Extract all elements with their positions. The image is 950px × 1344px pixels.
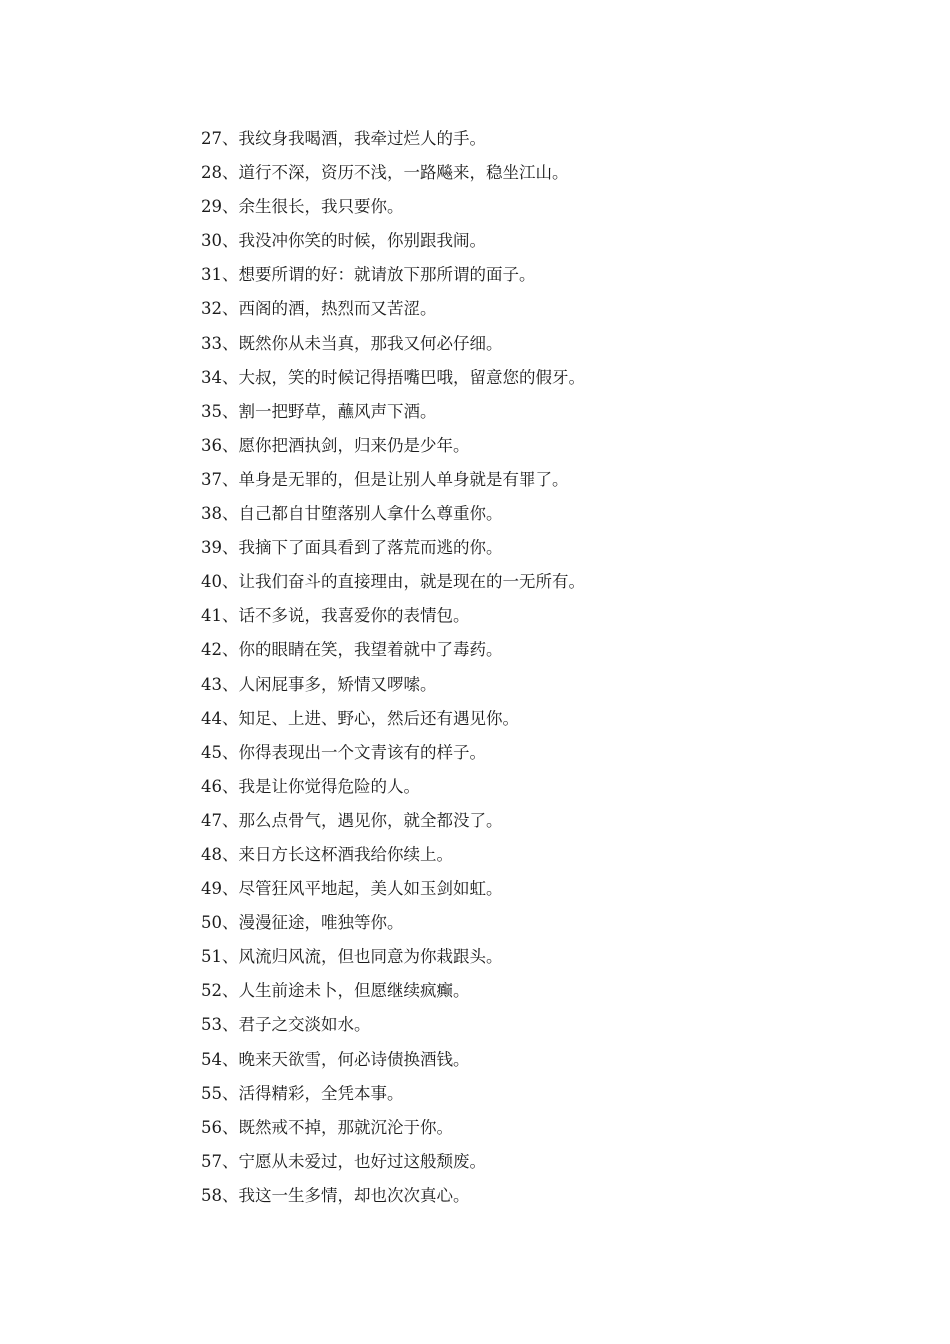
quote-line-58: 58、我这一生多情，却也次次真心。	[201, 1185, 470, 1205]
quote-line-28: 28、道行不深，资历不浅，一路飚来，稳坐江山。	[201, 163, 569, 183]
quote-line-27: 27、我纹身我喝酒，我牵过烂人的手。	[201, 129, 486, 148]
quote-line-41: 41、话不多说，我喜爱你的表情包。	[201, 606, 470, 626]
quote-line-31: 31、想要所谓的好：就请放下那所谓的面子。	[201, 265, 536, 285]
quote-line-36: 36、愿你把酒执剑，归来仍是少年。	[201, 435, 470, 455]
quote-line-44: 44、知足、上进、野心，然后还有遇见你。	[201, 708, 519, 728]
quote-line-40: 40、让我们奋斗的直接理由，就是现在的一无所有。	[201, 572, 585, 592]
quote-line-30: 30、我没冲你笑的时候，你别跟我闹。	[201, 231, 486, 251]
quote-list	[201, 122, 585, 1213]
quote-line-54: 54、晚来天欲雪，何必诗债换酒钱。	[201, 1049, 470, 1069]
quote-line-35: 35、割一把野草，蘸风声下酒。	[201, 401, 437, 421]
quote-line-53: 53、君子之交淡如水。	[201, 1015, 371, 1035]
quote-line-43: 43、人闲屁事多，矫情又啰嗦。	[201, 674, 437, 694]
quote-line-45: 45、你得表现出一个文青该有的样子。	[201, 742, 486, 762]
quote-line-29: 29、余生很长，我只要你。	[201, 197, 404, 217]
quote-line-37: 37、单身是无罪的，但是让别人单身就是有罪了。	[201, 469, 569, 489]
quote-line-32: 32、西阁的酒，热烈而又苦涩。	[201, 299, 437, 319]
quote-line-34: 34、大叔，笑的时候记得捂嘴巴哦，留意您的假牙。	[201, 367, 585, 387]
quote-line-38: 38、自己都自甘堕落别人拿什么尊重你。	[201, 504, 503, 524]
quote-line-49: 49、尽管狂风平地起，美人如玉剑如虹。	[201, 879, 503, 899]
quote-line-50: 50、漫漫征途，唯独等你。	[201, 913, 404, 933]
quote-line-51: 51、风流归风流，但也同意为你栽跟头。	[201, 947, 503, 967]
quote-line-55: 55、活得精彩，全凭本事。	[201, 1083, 404, 1103]
quote-line-42: 42、你的眼睛在笑，我望着就中了毒药。	[201, 640, 503, 660]
quote-line-46: 46、我是让你觉得危险的人。	[201, 776, 420, 796]
quote-line-33: 33、既然你从未当真，那我又何必仔细。	[201, 333, 503, 353]
quote-line-57: 57、宁愿从未爱过，也好过这般颓废。	[201, 1151, 486, 1171]
quote-line-39: 39、我摘下了面具看到了落荒而逃的你。	[201, 538, 503, 558]
quote-line-56: 56、既然戒不掉，那就沉沦于你。	[201, 1117, 453, 1137]
quote-line-48: 48、来日方长这杯酒我给你续上。	[201, 844, 453, 864]
quote-line-47: 47、那么点骨气，遇见你，就全都没了。	[201, 810, 503, 830]
quote-line-52: 52、人生前途未卜，但愿继续疯癫。	[201, 981, 470, 1001]
